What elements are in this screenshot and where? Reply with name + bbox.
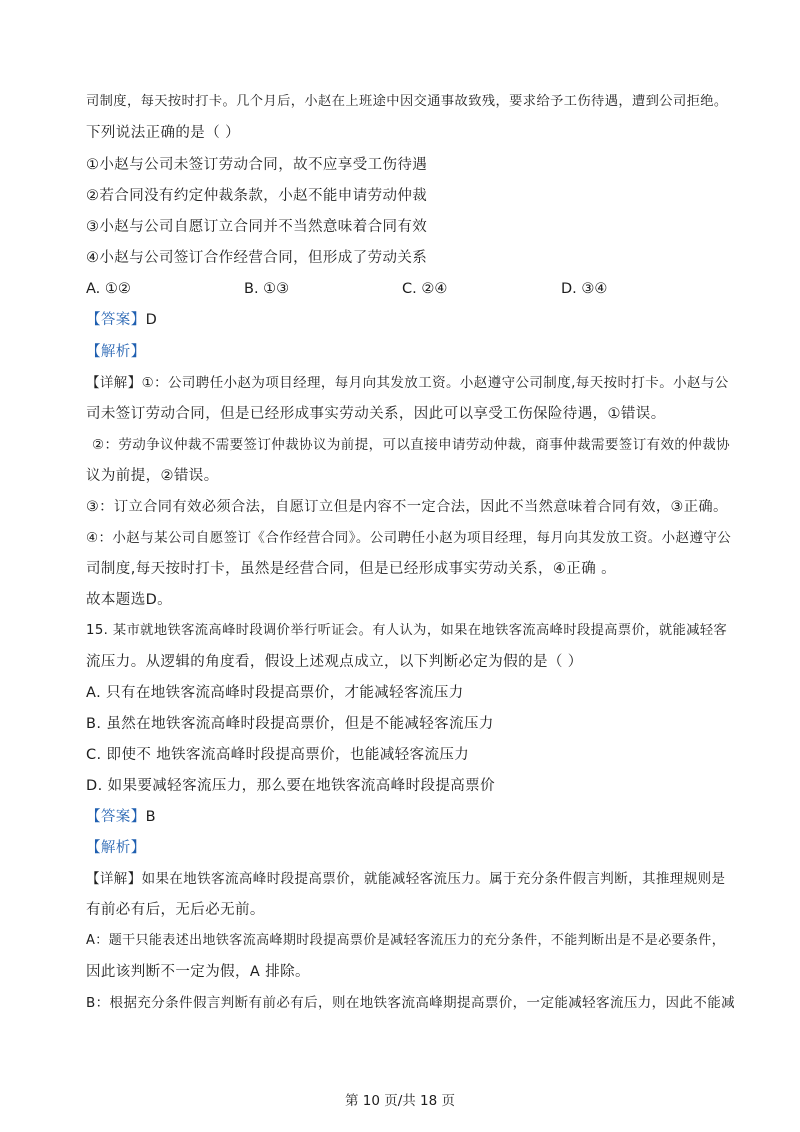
q14-answer <box>86 310 157 330</box>
q14-detail-line-5: ③：订立合同有效必须合法，自愿订立但是内容不一定合法，因此不当然意味着合同有效，③正确。 <box>86 499 728 515</box>
detail-text: 如果在地铁客流高峰时段提高票价，就能减轻客流压力。属于充分条件假言判断，其推理规则是 <box>141 871 726 887</box>
q14-prompt: 下列说法正确的是（ ） <box>86 125 241 141</box>
q14-detail-line-3: ②：劳动争议仲裁不需要签订仲裁协议为前提，可以直接申请劳动仲裁，商事仲裁需要签订有效的仲裁协 <box>92 437 731 453</box>
detail-text: ①：公司聘任小赵为项目经理，每月向其发放工资。小赵遵守公司制度,每天按时打卡。小赵与公 <box>141 375 729 391</box>
q15-detail-line-3: A：题干只能表述出地铁客流高峰期时段提高票价是减轻客流压力的充分条件，不能判断出是不是必要条件， <box>86 933 726 948</box>
q14-statement-2: ②若合同没有约定仲裁条款，小赵不能申请劳动仲裁 <box>86 188 428 204</box>
q14-statement-3: ③小赵与公司自愿订立合同并不当然意味着合同有效 <box>86 219 428 235</box>
q14-detail-line-8: 故本题选D。 <box>86 592 173 608</box>
q15-detail-line-5: B：根据充分条件假言判断有前必有后，则在地铁客流高峰期提高票价，一定能减轻客流压力，因此不能减 <box>86 995 736 1011</box>
q15-stem-line-1: 15. 某市就地铁客流高峰时段调价举行听证会。有人认为，如果在地铁客流高峰时段提高票价，就能减轻客 <box>86 623 728 638</box>
q14-statement-1: ①小赵与公司未签订劳动合同，故不应享受工伤待遇 <box>86 157 428 173</box>
q15-analysis-tag <box>86 838 146 858</box>
q14-statement-4: ④小赵与公司签订合作经营合同，但形成了劳动关系 <box>86 250 428 266</box>
q14-option-c: C. ②④ <box>402 281 448 297</box>
q15-answer <box>86 807 156 827</box>
q14-detail-line-2: 司未签订劳动合同，但是已经形成事实劳动关系，因此可以享受工伤保险待遇，①错误。 <box>86 406 666 422</box>
q15-option-d: D. 如果要减轻客流压力，那么要在地铁客流高峰时段提高票价 <box>86 778 495 794</box>
answer-tag: 【答案】 <box>86 809 146 825</box>
answer-tag: 【答案】 <box>86 312 146 328</box>
q14-options <box>86 279 736 299</box>
page-number-footer: 第 10 页/共 18 页 <box>344 1093 456 1109</box>
q14-analysis-tag <box>86 342 146 362</box>
document-page <box>86 0 736 1132</box>
q14-detail-line-4: 议为前提，②错误。 <box>86 468 219 484</box>
answer-value: B <box>145 809 156 825</box>
detail-tag: 【详解】 <box>86 871 142 887</box>
q14-detail-line-1 <box>86 373 729 393</box>
q15-option-b: B. 虽然在地铁客流高峰时段提高票价，但是不能减轻客流压力 <box>86 716 494 732</box>
q15-stem-line-2: 流压力。从逻辑的角度看，假设上述观点成立，以下判断必定为假的是（ ） <box>86 654 583 670</box>
q14-option-a: A. ①② <box>86 281 131 297</box>
q14-option-d: D. ③④ <box>561 281 608 297</box>
q14-detail-line-6: ④：小赵与某公司自愿签订《合作经营合同》。公司聘任小赵为项目经理，每月向其发放工资。小赵遵守公 <box>86 530 732 546</box>
detail-tag: 【详解】 <box>86 375 142 391</box>
q14-detail-line-7: 司制度,每天按时打卡，虽然是经营合同，但是已经形成事实劳动关系，④正确 。 <box>86 561 617 577</box>
answer-value: D <box>145 312 158 328</box>
q14-option-b: B. ①③ <box>244 281 290 297</box>
analysis-tag: 【解析】 <box>86 840 146 856</box>
q15-detail-line-2: 有前必有后，无后必无前。 <box>86 902 265 918</box>
q15-option-c: C. 即使不 地铁客流高峰时段提高票价，也能减轻客流压力 <box>86 747 470 763</box>
analysis-tag: 【解析】 <box>86 344 146 360</box>
q15-detail-line-4: 因此该判断不一定为假，A 排除。 <box>86 964 310 980</box>
q15-detail-line-1 <box>86 869 725 889</box>
q14-stem-end: 司制度，每天按时打卡。几个月后，小赵在上班途中因交通事故致残，要求给予工伤待遇，遭到公司拒绝。 <box>86 94 728 109</box>
q15-option-a: A. 只有在地铁客流高峰时段提高票价，才能减轻客流压力 <box>86 685 464 701</box>
